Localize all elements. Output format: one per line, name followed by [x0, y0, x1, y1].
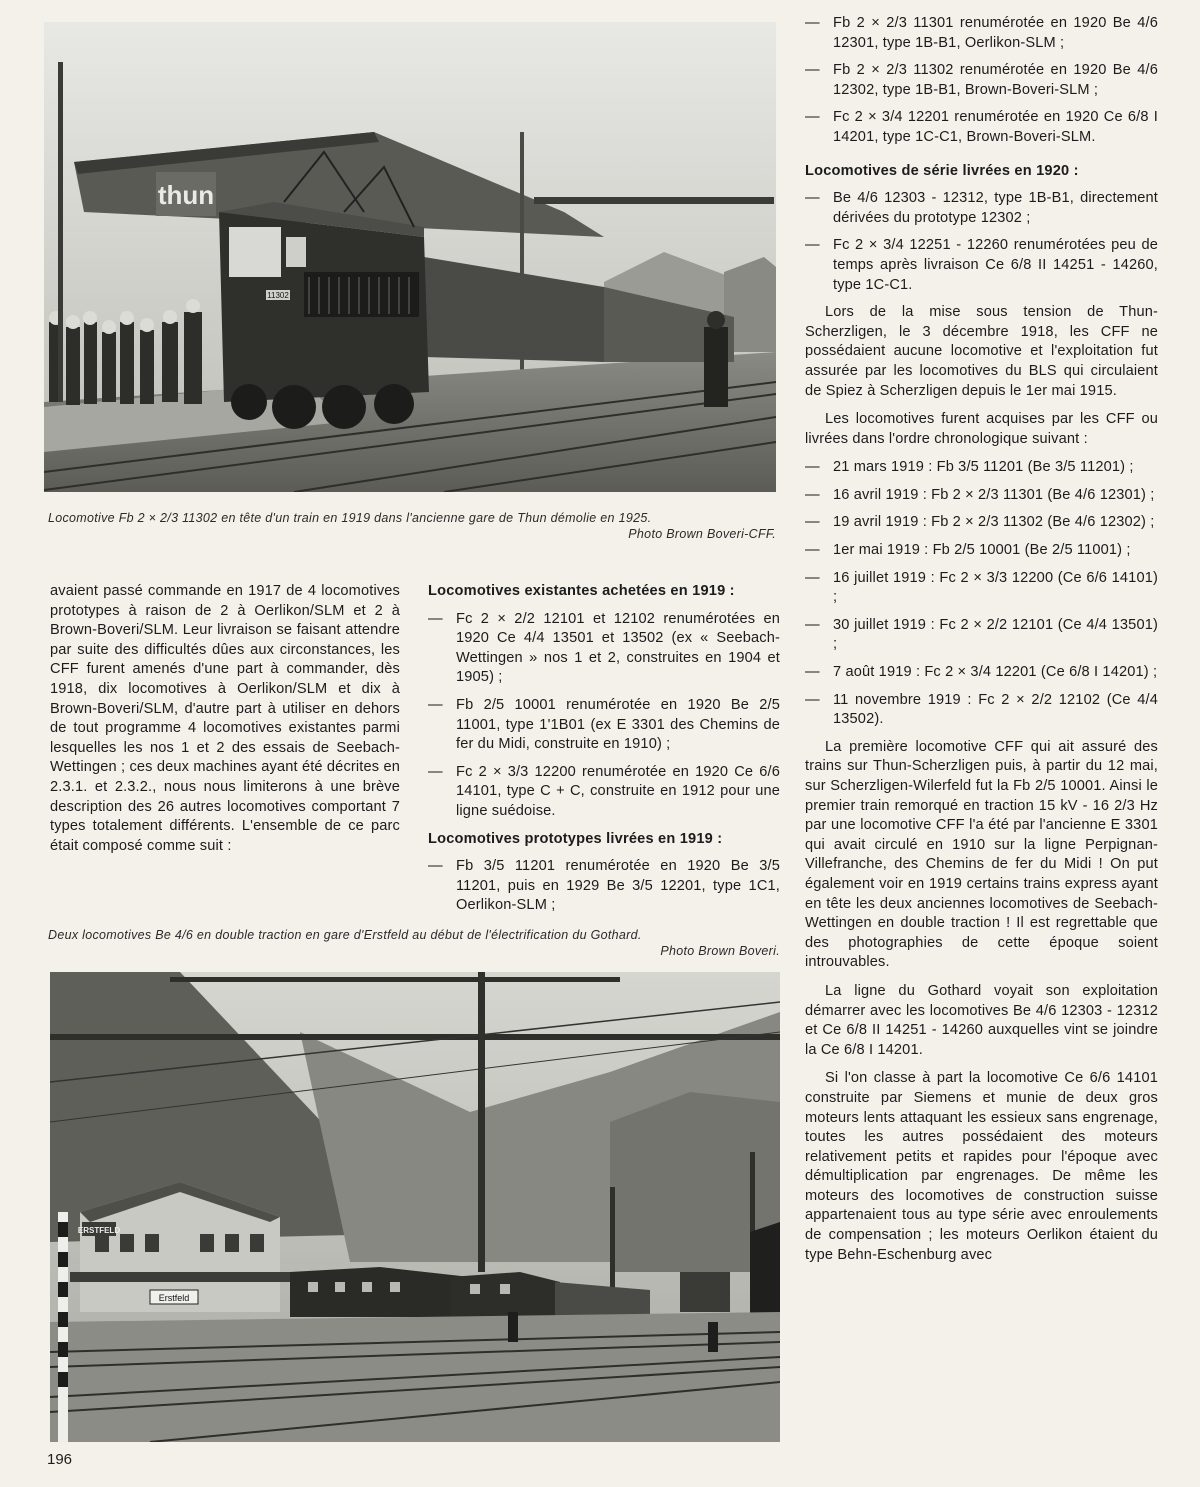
- figure2-caption-text: Deux locomotives Be 4/6 en double traction en gare d'Erstfeld au début de l'électrification du Gothard.: [48, 928, 642, 942]
- chronological-list: [805, 458, 1158, 730]
- list-item: — Fc 2 × 3/4 12251 - 12260 renumérotées peu de temps après livraison Ce 6/8 II 14251 - 14260, type 1C-C1.: [805, 236, 1158, 295]
- list-item: — Be 4/6 12303 - 12312, type 1B-B1, directement dérivées du prototype 12302 ;: [805, 189, 1158, 228]
- list-item: — Fc 2 × 2/2 12101 et 12102 renumérotées en 1920 Ce 4/4 13501 et 13502 (ex « Seebach-Wettingen » nos 1 et 2, construites en 1904 et 1905) ;: [428, 610, 780, 688]
- list-item: — 21 mars 1919 : Fb 3/5 11201 (Be 3/5 11201) ;: [805, 458, 1158, 478]
- loco-number-plate: 11302: [267, 291, 289, 300]
- figure1-credit: Photo Brown Boveri-CFF.: [628, 527, 776, 541]
- list-item: — Fb 2/5 10001 renumérotée en 1920 Be 2/5 11001, type 1'1B01 (ex E 3301 des Chemins de fer du Midi, construite en 1910) ;: [428, 696, 780, 755]
- heading-series-locomotives: Locomotives de série livrées en 1920 :: [805, 162, 1079, 179]
- station-building-sign: ERSTFELD: [77, 1226, 121, 1235]
- left-column: [50, 582, 400, 865]
- list-item: — Fb 2 × 2/3 11301 renumérotée en 1920 Be 4/6 12301, type 1B-B1, Oerlikon-SLM ;: [805, 14, 1158, 53]
- paragraph-gothard-line: La ligne du Gothard voyait son exploitation démarrer avec les locomotives Be 4/6 12303 - 12312 et Ce 6/8 II 14251 - 14260 auxquelles vint se joindre la Ce 6/8 I 14201.: [805, 982, 1158, 1058]
- heading-prototype-locomotives: Locomotives prototypes livrées en 1919 :: [428, 830, 723, 847]
- paragraph-first-locomotive: La première locomotive CFF qui ait assuré des trains sur Thun-Scherzligen puis, à partir du 12 mai, sur Scherzligen-Wilerfeld fut la Fb 2/5 10001. Ainsi le premier train remorqué en traction 15 kV - 16 2/3 Hz par une locomotive CFF l'a été par l'ancienne E 3301 qui avait circulé en 1910 sur la ligne Perpignan-Villefranche, des Chemins de fer du Midi ! On put également voir en 1919 certains trains express ayant en tête les deux anciennes locomotives de Seebach-Wettingen en double traction ! Il est regrettable que des photographies de cette époque soient introuvables.: [805, 738, 1158, 971]
- prototype-locomotives-list: [428, 857, 780, 916]
- paragraph-motors: Si l'on classe à part la locomotive Ce 6/6 14101 construite par Siemens et munie de deux gros moteurs lents attaquant les essieux sans engrenage, toutes les autres possédaient des moteurs relativement petits et rapides pour l'époque avec démultiplication par engrenages. De même les moteurs des locomotives de construction suisse appartenaient tous au type série avec enroulements de compensation ; les moteurs Oerlikon étaient du type Behn-Eschenburg avec: [805, 1070, 1158, 1263]
- paragraph-thun-scherzligen: Lors de la mise sous tension de Thun-Scherzligen, le 3 décembre 1918, les CFF ne possédaient aucune locomotive et l'exploitation fut assurée par les locomotives du BLS qui circulaient de Spiez à Scherzligen depuis le 1er mai 1915.: [805, 304, 1158, 399]
- figure2-credit: Photo Brown Boveri.: [660, 944, 780, 958]
- list-item: — Fb 3/5 11201 renumérotée en 1920 Be 3/5 11201, puis en 1929 Be 3/5 12201, type 1C1, Oerlikon-SLM ;: [428, 857, 780, 916]
- existing-locomotives-list: [428, 610, 780, 822]
- photo-erstfeld-station: [50, 972, 780, 1442]
- list-item: — 16 avril 1919 : Fb 2 × 2/3 11301 (Be 4/6 12301) ;: [805, 486, 1158, 506]
- list-item: — 1er mai 1919 : Fb 2/5 10001 (Be 2/5 11001) ;: [805, 541, 1158, 561]
- paragraph-acquisition-order: Les locomotives furent acquises par les CFF ou livrées dans l'ordre chronologique suivant :: [805, 411, 1158, 447]
- list-item: — 16 juillet 1919 : Fc 2 × 3/3 12200 (Ce 6/6 14101) ;: [805, 569, 1158, 608]
- list-item: — 11 novembre 1919 : Fc 2 × 2/2 12102 (Ce 4/4 13502).: [805, 691, 1158, 730]
- figure2-caption: [48, 927, 780, 959]
- platform-sign: Erstfeld: [158, 1293, 190, 1303]
- list-item: — 19 avril 1919 : Fb 2 × 2/3 11302 (Be 4/6 12302) ;: [805, 513, 1158, 533]
- list-item: — 7 août 1919 : Fc 2 × 3/4 12201 (Ce 6/8 I 14201) ;: [805, 663, 1158, 683]
- page-number: 196: [47, 1451, 73, 1468]
- station-sign-text: thun: [157, 180, 215, 210]
- list-item: — Fc 2 × 3/3 12200 renumérotée en 1920 Ce 6/6 14101, type C + C, construite en 1912 pour une ligne suédoise.: [428, 763, 780, 822]
- right-column: [805, 14, 1158, 1274]
- heading-existing-locomotives: Locomotives existantes achetées en 1919 :: [428, 583, 735, 599]
- series-locomotives-list: [805, 189, 1158, 295]
- list-item: — 30 juillet 1919 : Fc 2 × 2/2 12101 (Ce 4/4 13501) ;: [805, 616, 1158, 655]
- list-item: — Fb 2 × 2/3 11302 renumérotée en 1920 Be 4/6 12302, type 1B-B1, Brown-Boveri-SLM ;: [805, 61, 1158, 100]
- photo-thun-station: [44, 22, 776, 492]
- middle-column: [428, 576, 780, 924]
- prototype-locomotives-list-continued: [805, 14, 1158, 148]
- figure1-caption-text: Locomotive Fb 2 × 2/3 11302 en tête d'un train en 1919 dans l'ancienne gare de Thun démolie en 1925.: [48, 511, 652, 525]
- left-column-paragraph: avaient passé commande en 1917 de 4 locomotives prototypes à raison de 2 à Oerlikon/SLM et 2 à Brown-Boveri/SLM. Leur livraison se faisant attendre par suite des difficultés dûes aux circonstances, les CFF furent amenés d'une part à commander, dès 1918, dix locomotives à Oerlikon/SLM et dix à Brown-Boveri/SLM, d'autre part à utiliser en dehors de tout programme 4 locomotives existantes parmi lesquelles les nos 1 et 2 des essais de Seebach-Wettingen ; ces deux machines ayant été décrites en 2.3.1. et 2.3.2., nous nous limiterons à une brève description des 26 autres locomotives comportant 7 types totalement différents. L'ensemble de ce parc était composé comme suit :: [50, 583, 400, 854]
- figure1-caption: [48, 510, 776, 542]
- list-item: — Fc 2 × 3/4 12201 renumérotée en 1920 Ce 6/8 I 14201, type 1C-C1, Brown-Boveri-SLM.: [805, 108, 1158, 147]
